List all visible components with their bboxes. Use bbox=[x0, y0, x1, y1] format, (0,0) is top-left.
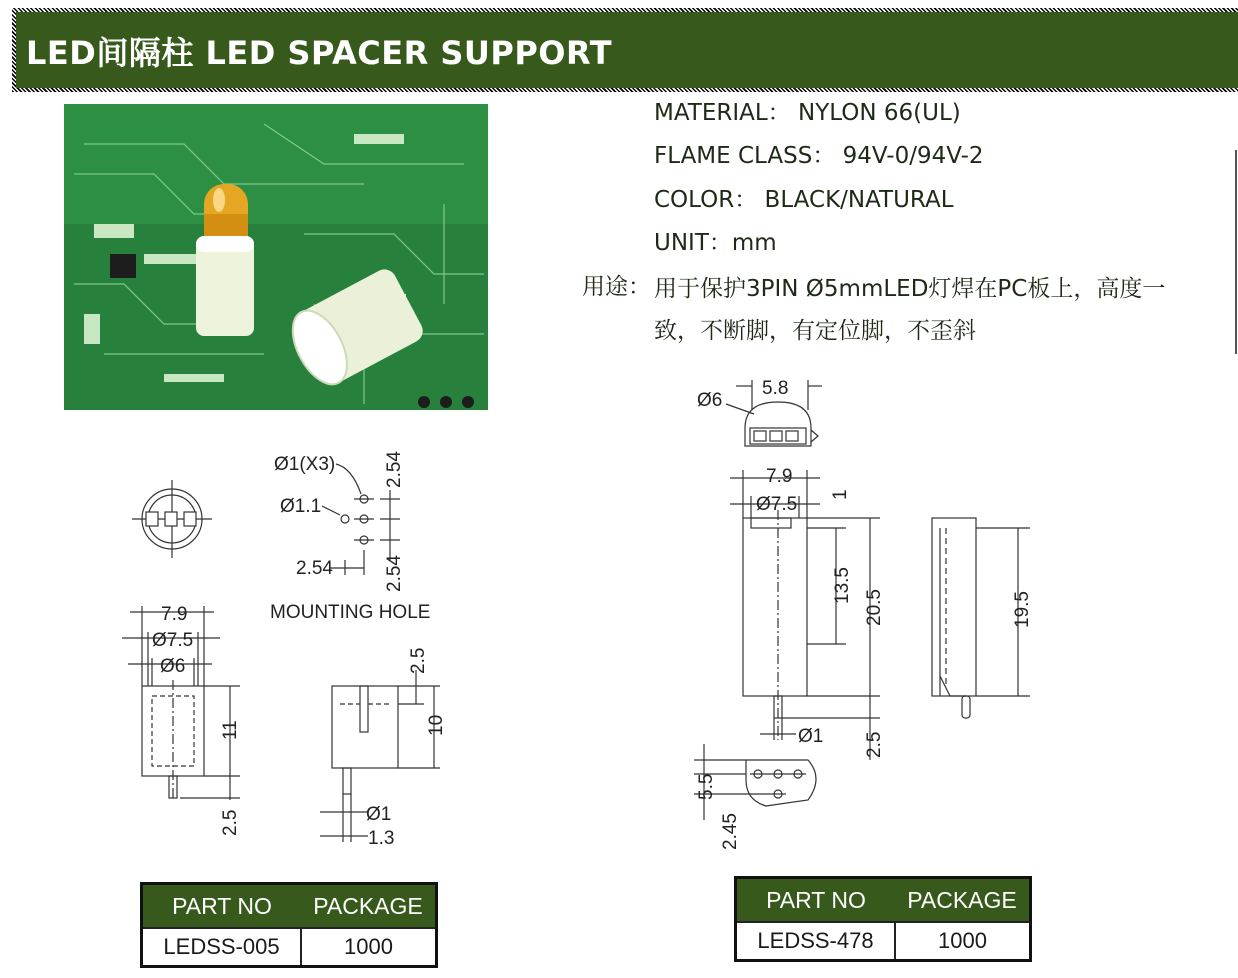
mounting-hole-label: MOUNTING HOLE bbox=[270, 602, 431, 623]
package-cell: 1000 bbox=[301, 928, 437, 967]
dim-t1: 1 bbox=[830, 489, 851, 500]
part-table-left bbox=[140, 882, 438, 968]
left-dimension-labels bbox=[152, 451, 447, 849]
dim-h205: 20.5 bbox=[864, 589, 885, 626]
dim-s-d1: Ø1 bbox=[366, 804, 392, 825]
dim-h25-left: 2.5 bbox=[220, 809, 241, 836]
dim-s13: 1.3 bbox=[368, 828, 395, 849]
top-view-left bbox=[132, 480, 212, 558]
dim-w79-left: 7.9 bbox=[161, 604, 188, 625]
dim-b55: 5.5 bbox=[696, 773, 717, 800]
dim-h25-right: 2.5 bbox=[864, 731, 885, 758]
dim-h135: 13.5 bbox=[832, 567, 853, 604]
part-no-header: PART NO bbox=[142, 884, 302, 929]
dim-d11: Ø1.1 bbox=[280, 496, 322, 517]
side-view-right bbox=[730, 470, 880, 760]
package-header: PACKAGE bbox=[895, 878, 1031, 923]
usage-text: 用于保护3PIN Ø5mmLED灯焊在PC板上，高度一致，不断脚，有定位脚，不歪斜 bbox=[654, 276, 1166, 344]
package-header: PACKAGE bbox=[301, 884, 437, 929]
part-no-cell: LEDSS-478 bbox=[736, 922, 896, 961]
dim-254-top: 2.54 bbox=[384, 451, 405, 488]
spec-unit: UNIT：mm bbox=[654, 230, 777, 256]
dim-s10: 10 bbox=[426, 714, 447, 736]
dim-d1-right: Ø1 bbox=[798, 726, 824, 747]
dim-h195: 19.5 bbox=[1012, 591, 1033, 628]
dim-s25: 2.5 bbox=[408, 647, 429, 674]
dim-w79-right: 7.9 bbox=[766, 466, 793, 487]
package-cell: 1000 bbox=[895, 922, 1031, 961]
dim-d75-left: Ø7.5 bbox=[152, 630, 194, 651]
dim-254-horizontal: 2.54 bbox=[296, 558, 333, 579]
dim-h11: 11 bbox=[220, 720, 241, 740]
part-no-header: PART NO bbox=[736, 878, 896, 923]
dim-d6-left: Ø6 bbox=[160, 656, 186, 677]
dim-254-bottom: 2.54 bbox=[384, 555, 405, 592]
part-table-right bbox=[734, 876, 1032, 962]
spec-color: COLOR： BLACK/NATURAL bbox=[654, 187, 954, 213]
page-title: LED间隔柱 LED SPACER SUPPORT bbox=[26, 34, 613, 72]
part-no-cell: LEDSS-005 bbox=[142, 928, 302, 967]
dim-d1x3: Ø1(X3) bbox=[274, 454, 336, 475]
dim-b245: 2.45 bbox=[720, 813, 741, 850]
dim-w58: 5.8 bbox=[762, 378, 789, 399]
dim-d75-right: Ø7.5 bbox=[756, 494, 798, 515]
spec-material: MATERIAL： NYLON 66(UL) bbox=[654, 100, 961, 126]
usage-label: 用途： bbox=[582, 274, 651, 300]
dim-d6-right: Ø6 bbox=[697, 390, 723, 411]
spec-flame-class: FLAME CLASS： 94V-0/94V-2 bbox=[654, 143, 984, 169]
